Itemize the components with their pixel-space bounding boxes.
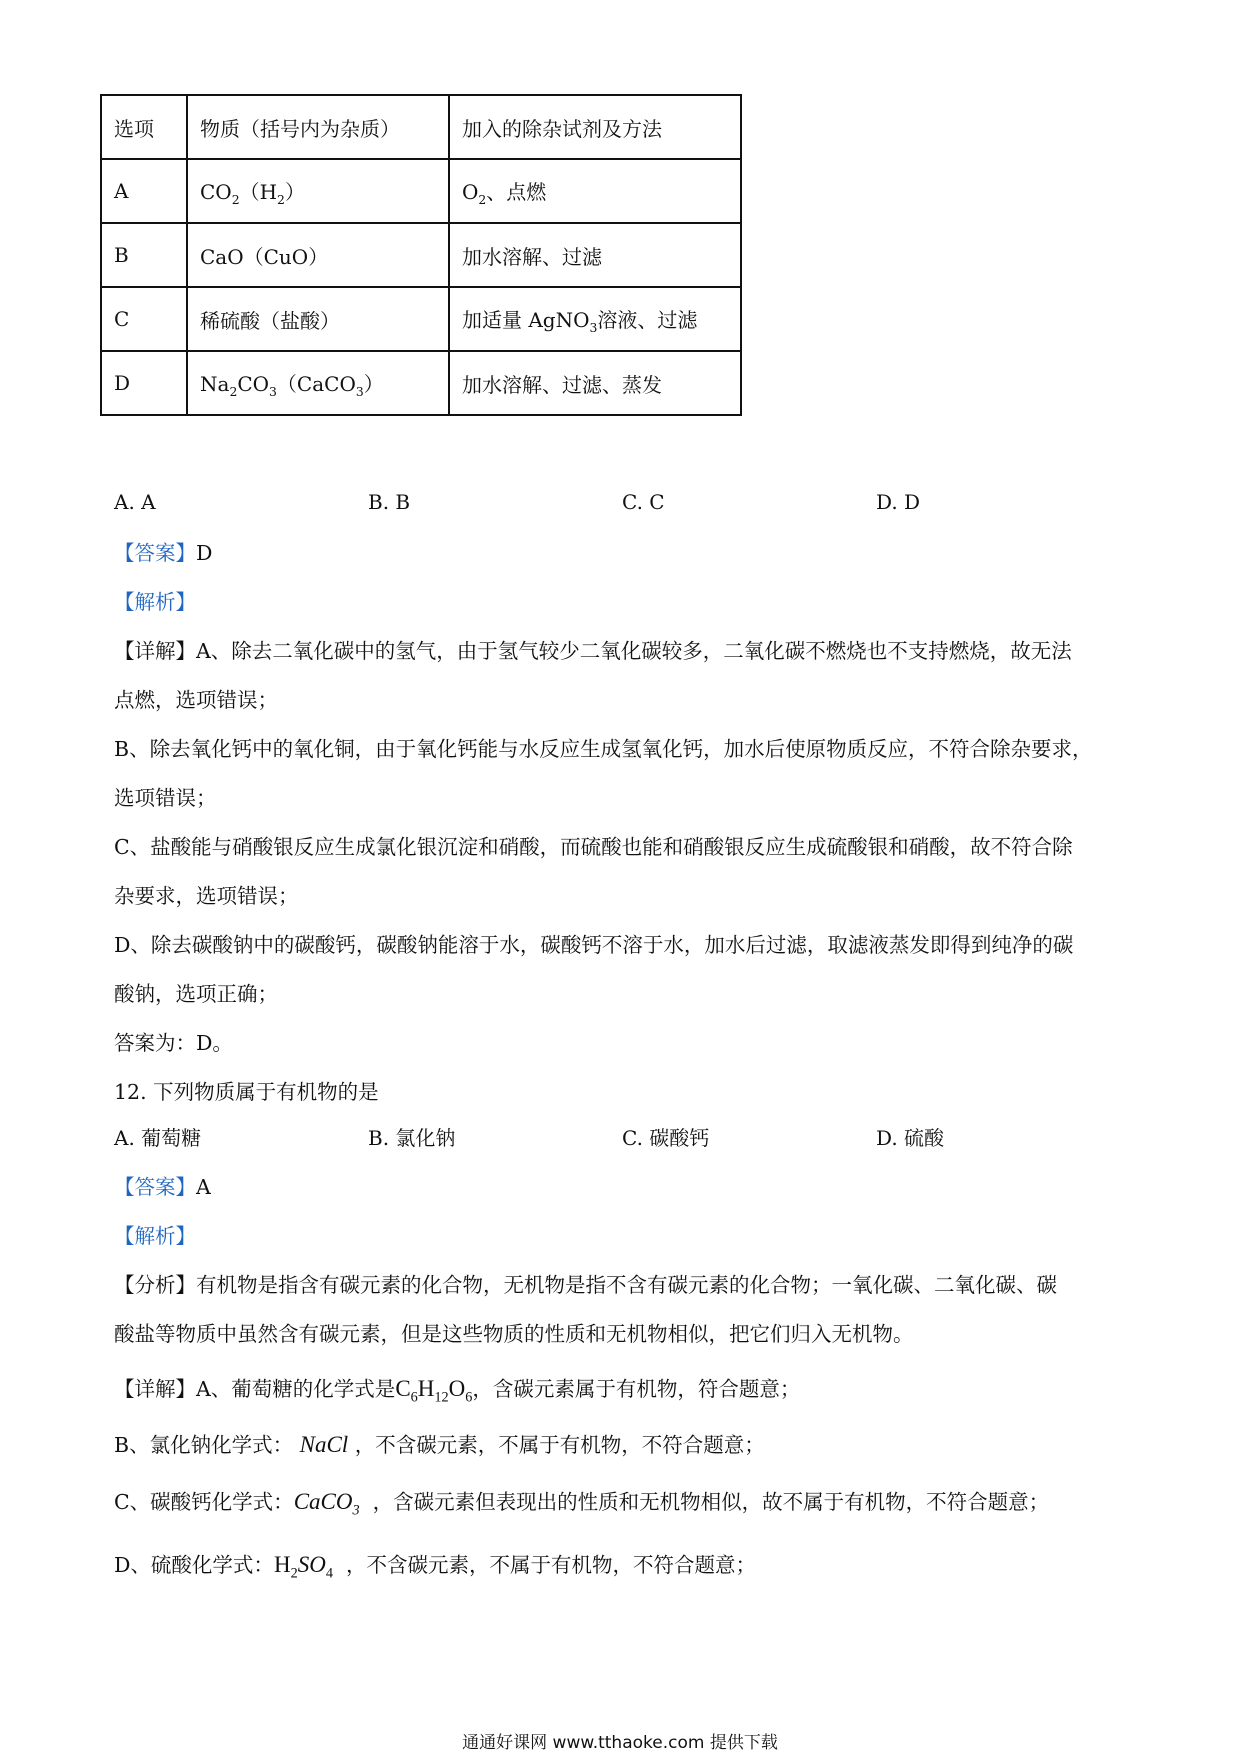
table-row	[101, 351, 741, 415]
q12-fenxi-line: 【分析】有机物是指含有碳元素的化合物，无机物是指不含有碳元素的化合物；一氧化碳、二氧化碳、碳	[114, 1273, 1057, 1297]
table-header-row	[101, 95, 741, 159]
q11-final-answer: 答案为：D。	[114, 1031, 233, 1055]
q12-choice-c: C. 碳酸钙	[622, 1126, 710, 1150]
q11-answer: 【答案】D	[114, 541, 213, 565]
q12-choice-a: A. 葡萄糖	[114, 1126, 202, 1150]
glucose-formula: $C_6H_{12}O_6$	[395, 1376, 473, 1406]
q11-choice-d: D. D	[876, 490, 921, 514]
page-footer: 通通好课网 www.tthaoke.com 提供下载	[462, 1733, 778, 1753]
q12-detail-c: C、碳酸钙化学式：CaCO$_3$ ，含碳元素但表现出的性质和无机物相似，故不属于有机物，不符合题意；	[114, 1489, 1050, 1519]
q12-fenxi-line: 酸盐等物质中虽然含有碳元素，但是这些物质的性质和无机物相似，把它们归入无机物。	[114, 1322, 914, 1346]
method-cell: 加适量 AgNO$_3$溶液、过滤	[449, 287, 741, 351]
q11-detail-line: 【详解】A、除去二氧化碳中的氢气，由于氢气较少二氧化碳较多，二氧化碳不燃烧也不支持燃烧，故无法	[114, 639, 1072, 663]
table-row	[101, 159, 741, 223]
q12-detail-b: B、氯化钠化学式： NaCl ，不含碳元素，不属于有机物，不符合题意；	[114, 1432, 765, 1457]
caco3-formula: CaCO$_3$	[293, 1489, 360, 1519]
q11-choice-c: C. C	[622, 490, 665, 514]
nacl-formula: NaCl	[299, 1432, 349, 1457]
table-header-cell: 加入的除杂试剂及方法	[449, 95, 741, 159]
option-cell: B	[101, 223, 187, 287]
options-table	[100, 94, 742, 416]
table-header-cell: 物质（括号内为杂质）	[187, 95, 449, 159]
q11-detail-line: C、盐酸能与硝酸银反应生成氯化银沉淀和硝酸，而硫酸也能和硝酸银反应生成硫酸银和硝酸，故不符合除	[114, 835, 1073, 859]
q12-detail-d: D、硫酸化学式：$H_2SO_4$ ，不含碳元素，不属于有机物，不符合题意；	[114, 1552, 756, 1582]
q11-detail-line: 杂要求，选项错误；	[114, 884, 299, 908]
option-cell: C	[101, 287, 187, 351]
q11-detail-line: 酸钠，选项正确；	[114, 982, 278, 1006]
q11-detail-line: B、除去氧化钙中的氧化铜，由于氧化钙能与水反应生成氢氧化钙，加水后使原物质反应，不符合除杂要求，	[114, 737, 1093, 761]
q12-choice-b: B. 氯化钠	[368, 1126, 456, 1150]
method-cell: 加水溶解、过滤	[449, 223, 741, 287]
q12-analysis-heading: 【解析】	[114, 1224, 196, 1248]
q12-stem: 12. 下列物质属于有机物的是	[114, 1080, 379, 1104]
q11-detail-line: 点燃，选项错误；	[114, 688, 278, 712]
q11-choice-b: B. B	[368, 490, 411, 514]
q12-answer: 【答案】A	[114, 1175, 211, 1199]
q11-detail-line: 选项错误；	[114, 786, 217, 810]
q11-detail-line: D、除去碳酸钠中的碳酸钙，碳酸钠能溶于水，碳酸钙不溶于水，加水后过滤，取滤液蒸发即得到纯净的碳	[114, 933, 1074, 957]
option-cell: A	[101, 159, 187, 223]
substance-cell: 稀硫酸（盐酸）	[187, 287, 449, 351]
q11-analysis-heading: 【解析】	[114, 590, 196, 614]
h2so4-formula: $H_2SO_4$	[273, 1552, 333, 1582]
method-cell: 加水溶解、过滤、蒸发	[449, 351, 741, 415]
q12-detail-a: 【详解】A、葡萄糖的化学式是$C_6H_{12}O_6$，含碳元素属于有机物，符合题意；	[114, 1376, 801, 1406]
option-cell: D	[101, 351, 187, 415]
substance-cell: CaO（CuO）	[187, 223, 449, 287]
table-header-cell: 选项	[101, 95, 187, 159]
table-row	[101, 223, 741, 287]
substance-cell: $CO_2(H_2)$	[187, 159, 449, 223]
table-row	[101, 287, 741, 351]
q11-choice-a: A. A	[114, 490, 156, 514]
substance-cell: $Na_2CO_3(CaCO_3)$	[187, 351, 449, 415]
method-cell: $O_2$、点燃	[449, 159, 741, 223]
q12-choice-d: D. 硫酸	[876, 1126, 945, 1150]
